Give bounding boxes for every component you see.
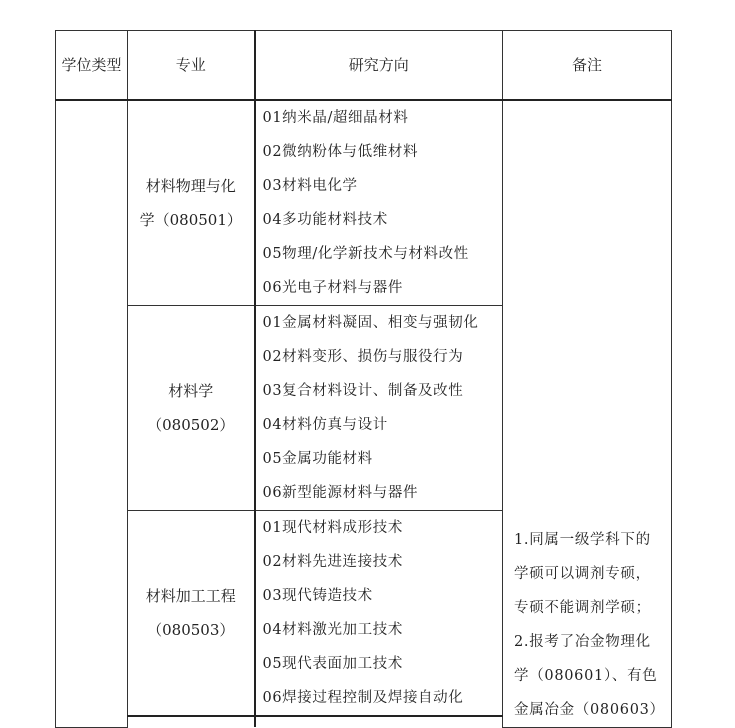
note-cell — [503, 100, 672, 727]
direction-item: 05物理/化学新技术与材料改性 — [262, 246, 469, 262]
direction-item: 02材料先进连接技术 — [262, 554, 403, 570]
table-row — [56, 100, 672, 306]
major-name-cell — [128, 100, 255, 306]
note-line: 金属冶金（080603） — [514, 701, 665, 718]
direction-item: 04材料仿真与设计 — [262, 417, 388, 433]
direction-list — [255, 100, 503, 306]
header-note: 备注 — [503, 31, 672, 101]
table-header-row — [56, 31, 672, 101]
major-name: 材料加工工程 — [145, 587, 236, 605]
major-name-cell — [128, 306, 255, 511]
direction-item: 01现代材料成形技术 — [262, 520, 403, 536]
direction-item: 02材料变形、损伤与服役行为 — [262, 349, 464, 365]
direction-item: 03材料电化学 — [262, 178, 358, 194]
note-line: 2.报考了冶金物理化 — [514, 633, 651, 650]
major-code: 学（080501） — [139, 211, 242, 229]
header-direction: 研究方向 — [255, 31, 503, 101]
direction-list — [255, 306, 503, 511]
note-line: 专硕不能调剂学硕； — [514, 599, 651, 616]
note-line: 学（080601）、有色 — [514, 667, 658, 684]
direction-item: 01纳米晶/超细晶材料 — [262, 110, 409, 126]
major-code: （080502） — [147, 416, 235, 434]
header-major: 专业 — [128, 31, 255, 101]
major-name-cell — [128, 511, 255, 717]
direction-item: 06光电子材料与器件 — [262, 280, 403, 296]
major-name: 材料学 — [168, 382, 214, 400]
note-line: 学硕可以调剂专硕， — [514, 565, 651, 582]
direction-item: 05金属功能材料 — [262, 451, 373, 467]
direction-list — [255, 511, 503, 717]
degree-type-cell — [56, 100, 128, 727]
direction-item: 01金属材料凝固、相变与强韧化 — [262, 315, 479, 331]
direction-item: 05现代表面加工技术 — [262, 656, 403, 672]
direction-item: 06新型能源材料与器件 — [262, 485, 419, 501]
major-code: （080503） — [147, 621, 235, 639]
direction-item: 03复合材料设计、制备及改性 — [262, 383, 464, 399]
direction-item: 02微纳粉体与低维材料 — [262, 144, 419, 160]
direction-item: 03现代铸造技术 — [262, 588, 373, 604]
major-name: 材料物理与化 — [145, 177, 236, 195]
note-text — [514, 523, 665, 727]
header-degree-type: 学位类型 — [56, 31, 128, 101]
direction-item: 04材料激光加工技术 — [262, 622, 403, 638]
note-line: 1.同属一级学科下的 — [514, 531, 651, 548]
direction-item: 04多功能材料技术 — [262, 212, 388, 228]
direction-item: 06焊接过程控制及焊接自动化 — [262, 690, 464, 706]
program-table — [55, 30, 672, 728]
